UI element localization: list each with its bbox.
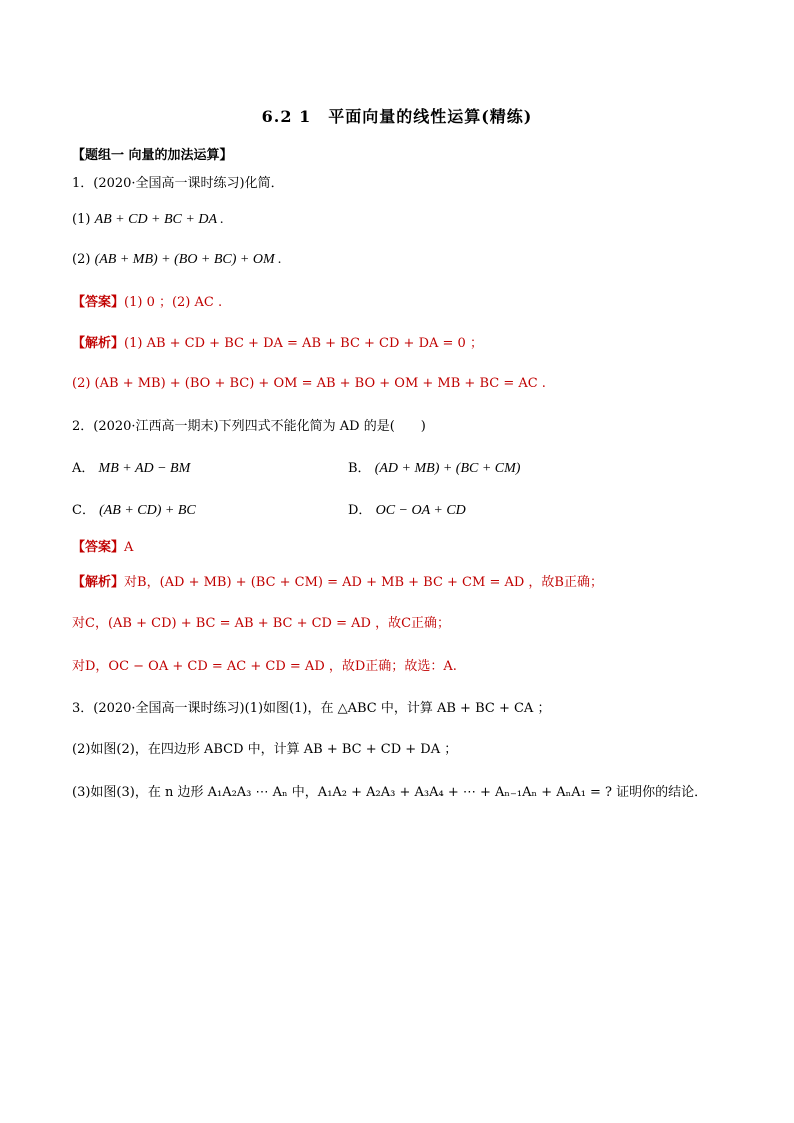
q3-line2: (2)如图(2)，在四边形 ABCD 中，计算 AB + BC + CD + DA ； xyxy=(72,742,458,757)
q3-line3: (3)如图(3)，在 n 边形 A₁A₂A₃ ⋯ Aₙ 中，A₁A₂ + A₂A₃ + A₃A₄ + ⋯ + Aₙ₋₁Aₙ + AₙA₁ = ? 证明你的结论． xyxy=(72,785,708,800)
q1-analysis-text1: (1) AB + CD + BC + DA = AB + BC + CD + DA = 0 ； xyxy=(124,336,483,351)
q2-analysis-text3b: 故选：A. xyxy=(404,659,457,674)
q2-analysis-text1: 对B，(AD + MB) + (BC + CM) = AD + MB + BC + CM = AD ，故B正确； xyxy=(124,575,603,590)
q1-part2-label: (2) xyxy=(72,252,91,267)
q1-analysis-line1 xyxy=(72,334,483,354)
q2-analysis-text3a: 对D，OC − OA + CD = AC + CD = AD ，故D正确； xyxy=(72,659,405,674)
q2-analysis-line3 xyxy=(72,657,457,677)
q1-analysis-line2: (2) (AB + MB) + (BO + BC) + OM = AB + BO + OM + MB + BC = AC . xyxy=(72,376,546,391)
q2-answer xyxy=(72,538,133,558)
q1-answer-tag: 【答案】 xyxy=(72,295,125,310)
q1-analysis-tag: 【解析】 xyxy=(72,336,125,351)
q2-option-d-expr: OC − OA + CD xyxy=(375,503,466,518)
q2-option-c-expr: (AB + CD) + BC xyxy=(99,503,196,518)
q1-part1-expr: AB + CD + BC + DA . xyxy=(94,212,224,227)
q1-stem: 1．(2020·全国高一课时练习)化简． xyxy=(72,176,284,191)
q2-answer-tag: 【答案】 xyxy=(72,540,125,555)
q2-option-a-label: A． xyxy=(72,461,95,476)
q1-part2-expr: (AB + MB) + (BO + BC) + OM . xyxy=(94,252,282,267)
section-heading: 【题组一 向量的加法运算】 xyxy=(72,148,233,163)
q2-analysis-line2: 对C，(AB + CD) + BC = AB + BC + CD = AD ，故C正确； xyxy=(72,616,451,631)
q1-part2 xyxy=(72,250,282,270)
q2-option-b-expr: (AD + MB) + (BC + CM) xyxy=(374,461,521,476)
q2-option-b xyxy=(348,459,520,479)
q2-analysis-line1 xyxy=(72,573,603,593)
q2-stem: 2．(2020·江西高一期末)下列四式不能化简为 AD 的是( ) xyxy=(72,419,426,434)
q2-option-d xyxy=(348,501,466,521)
q2-option-b-label: B． xyxy=(348,461,371,476)
q1-part1 xyxy=(72,210,224,230)
q2-option-a xyxy=(72,459,190,479)
q1-answer-text: (1) 0 ；(2) AC . xyxy=(124,295,223,310)
q2-analysis-tag: 【解析】 xyxy=(72,575,125,590)
q1-answer xyxy=(72,293,222,313)
q2-option-c-label: C． xyxy=(72,503,95,518)
q2-option-c xyxy=(72,501,196,521)
q2-option-d-label: D． xyxy=(348,503,372,518)
page-title: 6.2 1 平面向量的线性运算(精练) xyxy=(261,107,533,126)
q3-line1: 3．(2020·全国高一课时练习)(1)如图(1)，在 △ABC 中，计算 AB + BC + CA ； xyxy=(72,701,551,716)
q2-answer-text: A xyxy=(124,540,134,555)
q2-option-a-expr: MB + AD − BM xyxy=(98,461,191,476)
q1-part1-label: (1) xyxy=(72,212,91,227)
